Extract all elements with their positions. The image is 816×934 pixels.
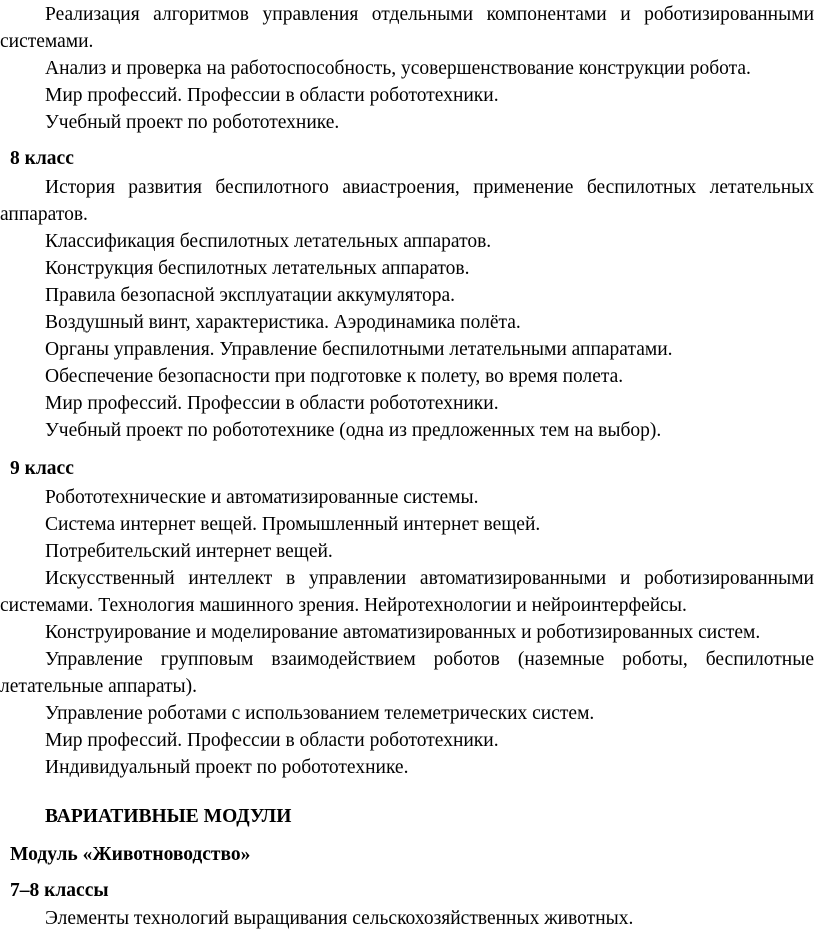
paragraph-grade8-9: Учебный проект по робототехнике (одна из предложенных тем на выбор). [45,420,662,441]
paragraph-grade9-3: Потребительский интернет вещей. [45,541,333,562]
paragraph-grade8-4: Правила безопасной эксплуатации аккумулятора. [45,285,455,306]
paragraph-livestock-1: Элементы технологий выращивания сельскохозяйственных животных. [45,908,634,929]
paragraph-intro-3: Мир профессий. Профессии в области робототехники. [45,85,499,106]
paragraph-grade9-7: Управление роботами с использованием телеметрических систем. [45,703,595,724]
paragraph-intro-1: Реализация алгоритмов управления отдельными компонентами и роботизированными системами. [0,4,814,52]
paragraph-grade8-6: Органы управления. Управление беспилотными летательными аппаратами. [45,339,673,360]
heading-grade-9: 9 класс [10,458,74,479]
paragraph-grade8-3: Конструкция беспилотных летательных аппаратов. [45,258,470,279]
paragraph-grade8-7: Обеспечение безопасности при подготовке к полету, во время полета. [45,366,624,387]
paragraph-grade9-1: Робототехнические и автоматизированные системы. [45,487,479,508]
paragraph-grade9-8: Мир профессий. Профессии в области робототехники. [45,730,499,751]
paragraph-grade9-5: Конструирование и моделирование автоматизированных и роботизированных систем. [45,622,761,643]
heading-grades-7-8: 7–8 классы [10,880,109,901]
paragraph-grade9-4: Искусственный интеллект в управлении автоматизированными и роботизированными системами. Технология машинного зрения. Нейротехнологии и нейроинтерфейсы. [0,568,814,616]
paragraph-grade8-1: История развития беспилотного авиастроения, применение беспилотных летательных аппаратов. [0,177,814,225]
paragraph-grade8-5: Воздушный винт, характеристика. Аэродинамика полёта. [45,312,521,333]
paragraph-grade8-2: Классификация беспилотных летательных аппаратов. [45,231,492,252]
paragraph-intro-4: Учебный проект по робототехнике. [45,112,340,133]
heading-variative-modules: ВАРИАТИВНЫЕ МОДУЛИ [45,806,292,827]
paragraph-intro-2: Анализ и проверка на работоспособность, усовершенствование конструкции робота. [45,58,751,79]
paragraph-grade9-2: Система интернет вещей. Промышленный интернет вещей. [45,514,541,535]
paragraph-grade9-9: Индивидуальный проект по робототехнике. [45,757,409,778]
heading-grade-8: 8 класс [10,148,74,169]
heading-module-livestock: Модуль «Животноводство» [10,844,251,865]
paragraph-grade8-8: Мир профессий. Профессии в области робототехники. [45,393,499,414]
paragraph-grade9-6: Управление групповым взаимодействием роботов (наземные роботы, беспилотные летательные аппараты). [0,649,814,697]
